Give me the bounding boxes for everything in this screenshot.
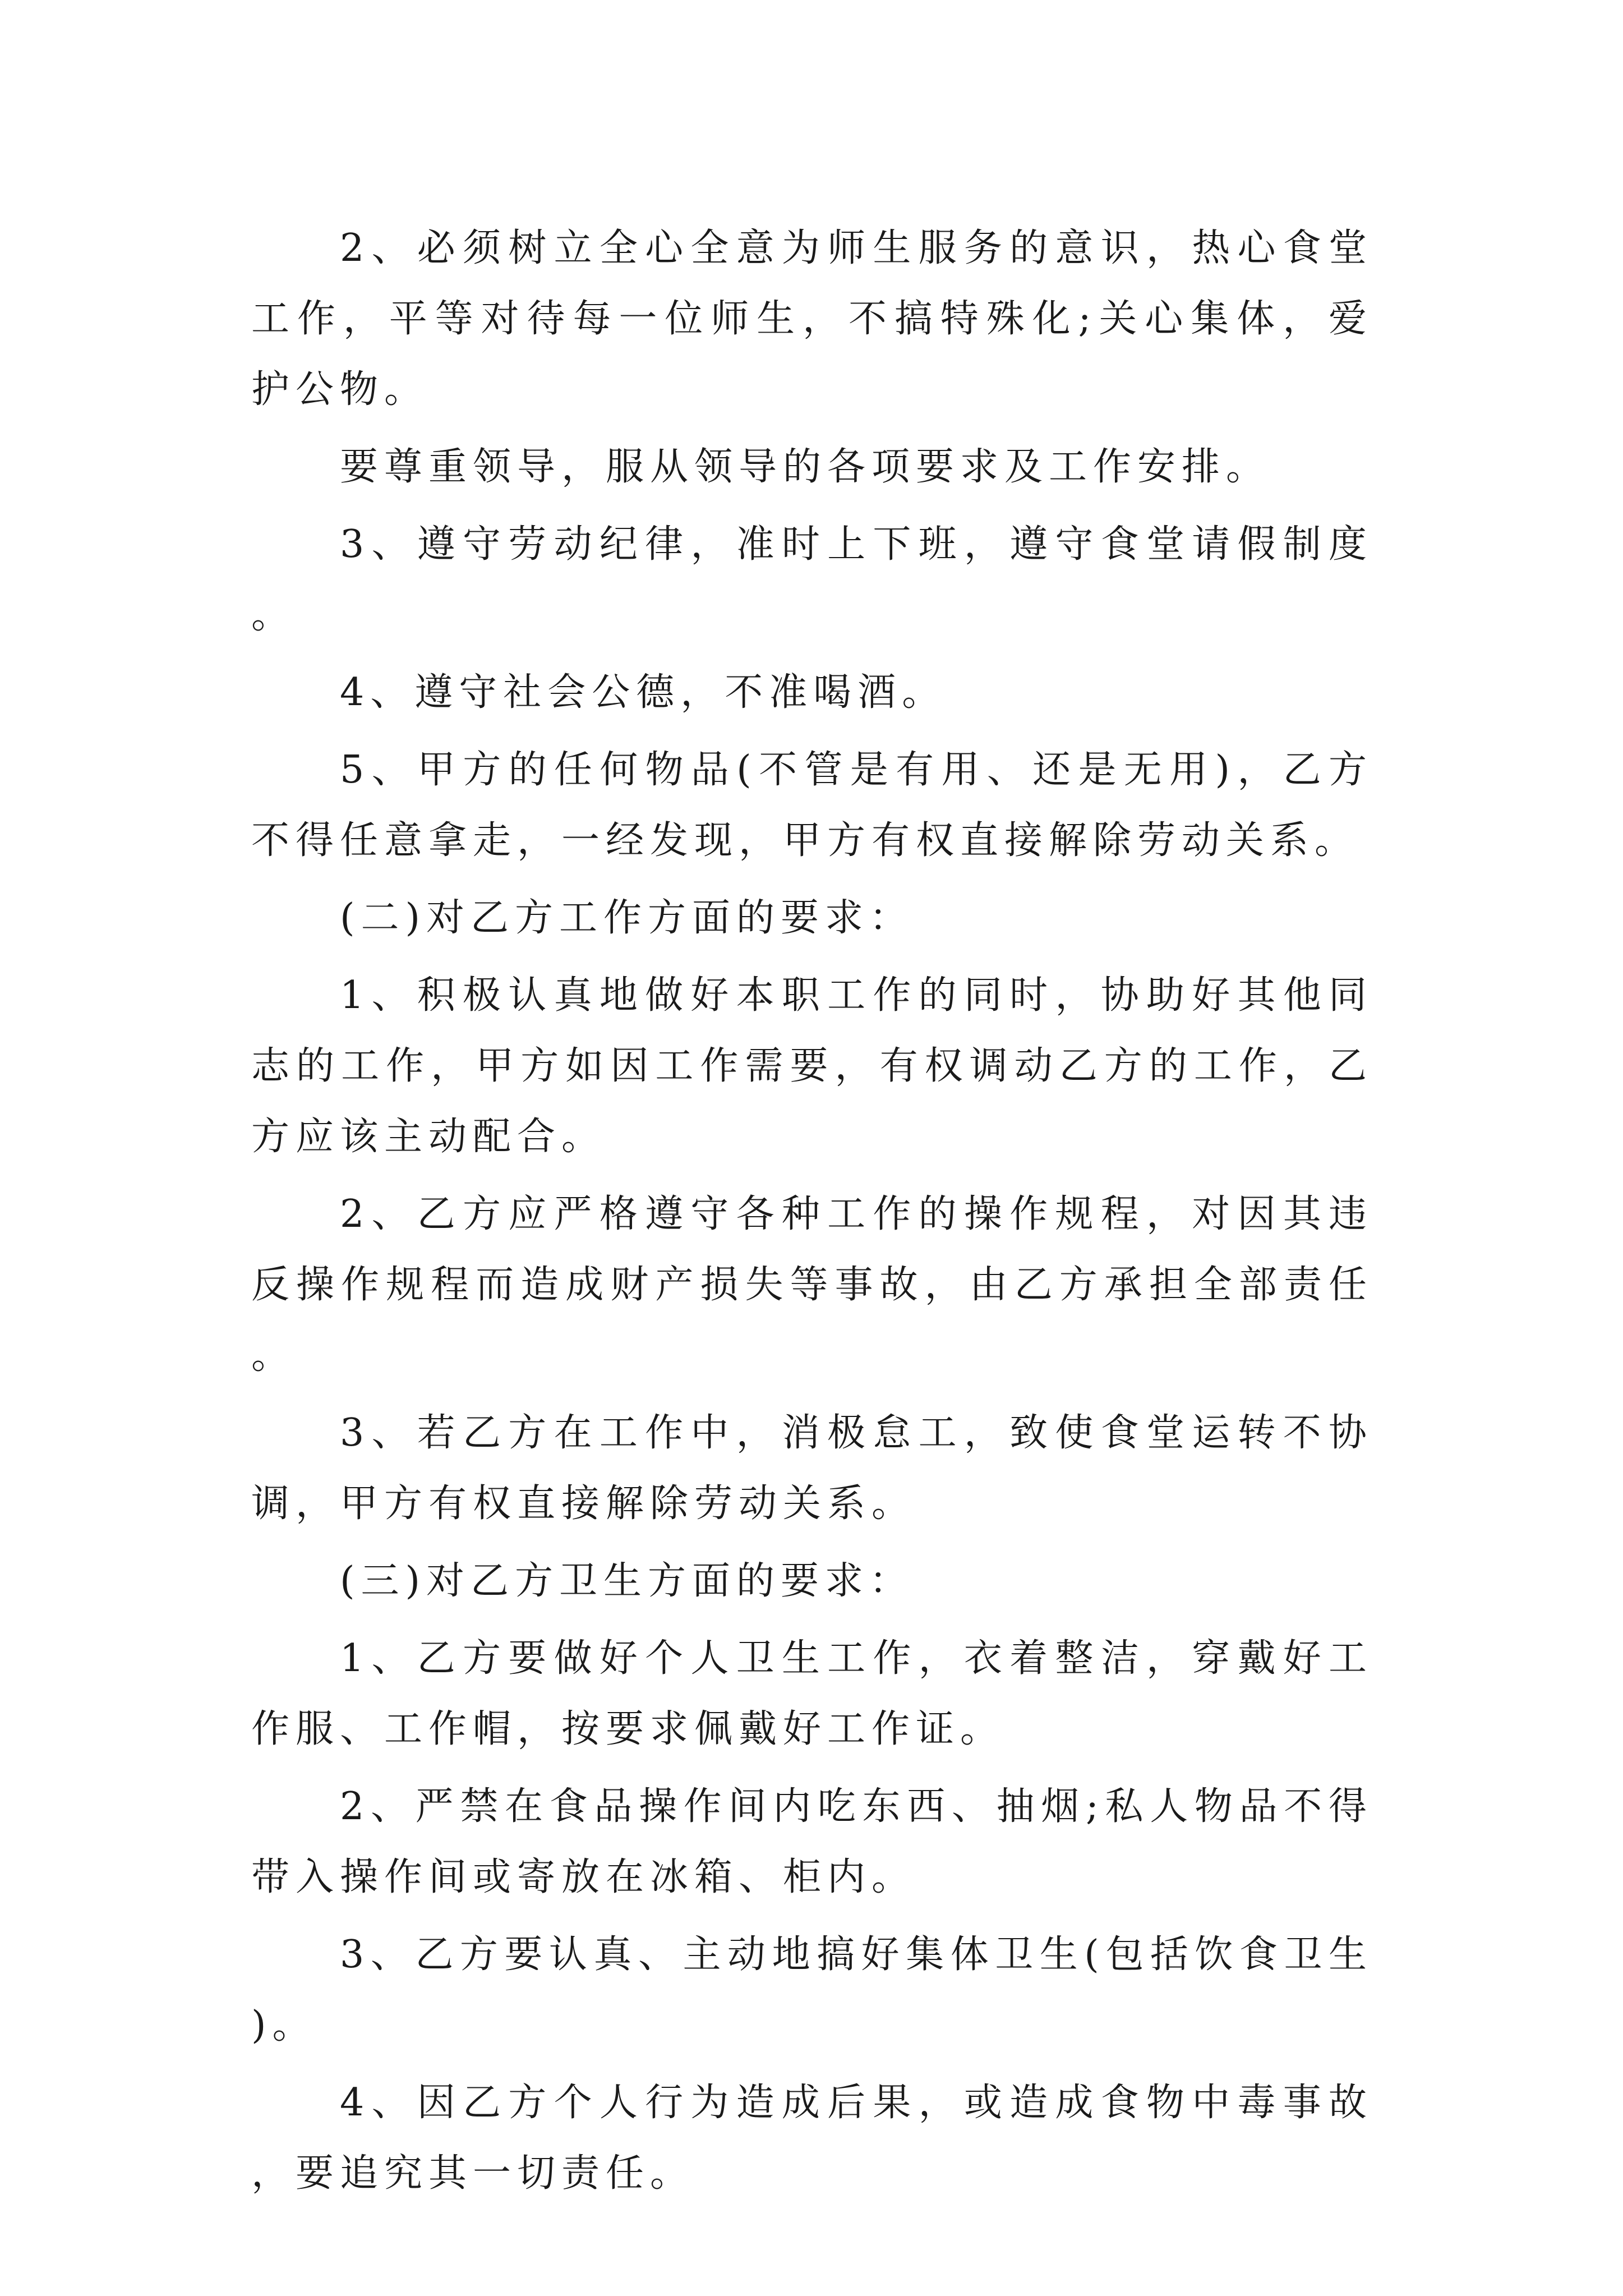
paragraph-9: 1、乙方要做好个人卫生工作，衣着整洁，穿戴好工作服、工作帽，按要求佩戴好工作证。	[251, 1636, 1373, 1751]
paragraph-6: 1、积极认真地做好本职工作的同时，协助好其他同志的工作，甲方如因工作需要，有权调动乙方的工作，乙方应该主动配合。	[251, 973, 1373, 1159]
paragraph-11: 3、乙方要认真、主动地搞好集体卫生(包括饮食卫生)。	[251, 1932, 1373, 2047]
paragraph-3: 3、遵守劳动纪律，准时上下班，遵守食堂请假制度。	[251, 522, 1373, 637]
paragraph-2: 要尊重领导，服从领导的各项要求及工作安排。	[340, 445, 1271, 489]
section-heading-hygiene: (三)对乙方卫生方面的要求：	[340, 1559, 914, 1603]
paragraph-4: 4、遵守社会公德，不准喝酒。	[340, 670, 947, 715]
document-body	[251, 213, 1373, 2216]
paragraph-5: 5、甲方的任何物品(不管是有用、还是无用)，乙方不得任意拿走，一经发现，甲方有权直接解除劳动关系。	[251, 748, 1373, 863]
paragraph-12: 4、因乙方个人行为造成后果，或造成食物中毒事故，要追究其一切责任。	[251, 2081, 1373, 2196]
section-heading-work: (二)对乙方工作方面的要求：	[340, 896, 914, 940]
paragraph-7: 2、乙方应严格遵守各种工作的操作规程，对因其违反操作规程而造成财产损失等事故，由乙方承担全部责任。	[251, 1192, 1373, 1378]
paragraph-8: 3、若乙方在工作中，消极怠工，致使食堂运转不协调，甲方有权直接解除劳动关系。	[251, 1411, 1373, 1526]
paragraph-10: 2、严禁在食品操作间内吃东西、抽烟;私人物品不得带入操作间或寄放在冰箱、柜内。	[251, 1784, 1373, 1899]
paragraph-1: 2、必须树立全心全意为师生服务的意识，热心食堂工作，平等对待每一位师生，不搞特殊化;关心集体，爱护公物。	[251, 226, 1373, 412]
